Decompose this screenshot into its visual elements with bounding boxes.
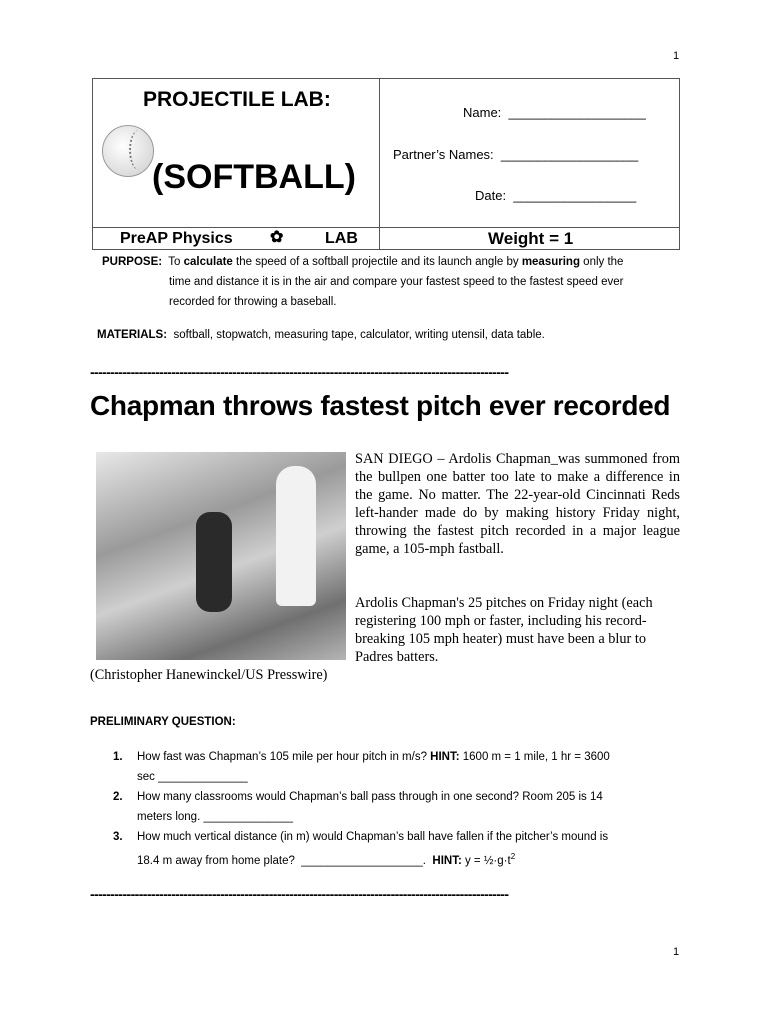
question-2: 2. How many classrooms would Chapman’s ball pass through in one second? Room 205 is 14 meters long. ______________ — [113, 791, 603, 823]
lab-type: LAB — [325, 230, 358, 247]
course-label: PreAP Physics — [120, 230, 233, 247]
article-paragraph: SAN DIEGO – Ardolis Chapman_was summoned from the bullpen one batter too late to make a difference in the game. No matter. The 22-year-old Cincinnati Reds left-hander made do by making history Friday night, throwing the fastest pitch recorded in a major league game, a 105-mph fastball. — [355, 451, 680, 557]
purpose-line: recorded for throwing a baseball. — [169, 296, 337, 308]
partners-field[interactable]: Partner’s Names: ___________________ — [393, 147, 639, 162]
lab-subtitle: (SOFTBALL) — [152, 158, 356, 196]
answer-blank[interactable]: 18.4 m away from home plate? ___________________. — [137, 854, 433, 867]
photo-caption: (Christopher Hanewinckel/US Presswire) — [90, 667, 328, 683]
name-field[interactable]: Name: ___________________ — [463, 105, 646, 120]
section-divider: ------------------------------------------------------------------------------------------------------- — [90, 364, 509, 380]
preliminary-heading: PRELIMINARY QUESTION: — [90, 716, 236, 728]
weight-label: Weight = 1 — [488, 229, 574, 248]
softball-icon — [102, 125, 154, 177]
article-headline: Chapman throws fastest pitch ever recorded — [90, 390, 671, 421]
purpose-line: PURPOSE: To calculate the speed of a softball projectile and its launch angle by measuring only the — [102, 256, 624, 268]
question-1: 1. How fast was Chapman’s 105 mile per hour pitch in m/s? HINT: 1600 m = 1 mile, 1 hr = 3600 sec ______________ — [113, 751, 610, 783]
article-paragraph: Ardolis Chapman's 25 pitches on Friday night (each registering 100 mph or faster, including his record-breaking 105 mph heater) must have been a blur to Padres batters. — [355, 595, 653, 665]
gear-icon: ✿ — [270, 229, 284, 246]
page-number-bottom: 1 — [673, 946, 680, 958]
question-3: 3. How much vertical distance (in m) would Chapman’s ball have fallen if the pitcher’s mound is 18.4 m away from home plate? ___________________. HINT: $y = \frac{1}{2}\cdot g\cdot t^2$ — [113, 831, 609, 867]
answer-blank[interactable]: meters long. ______________ — [137, 811, 294, 823]
divider — [379, 78, 380, 250]
purpose-line: time and distance it is in the air and compare your fastest speed to the fastest speed ever — [169, 276, 624, 288]
date-field[interactable]: Date: _________________ — [475, 188, 637, 203]
divider — [92, 227, 680, 228]
lab-title: PROJECTILE LAB: — [143, 88, 331, 111]
answer-blank[interactable]: sec ______________ — [137, 771, 248, 783]
page-number-top: 1 — [673, 50, 680, 62]
materials-line: MATERIALS: softball, stopwatch, measuring tape, calculator, writing utensil, data table. — [97, 329, 545, 341]
pitcher-photo — [96, 452, 346, 660]
section-divider: ------------------------------------------------------------------------------------------------------- — [90, 886, 509, 902]
